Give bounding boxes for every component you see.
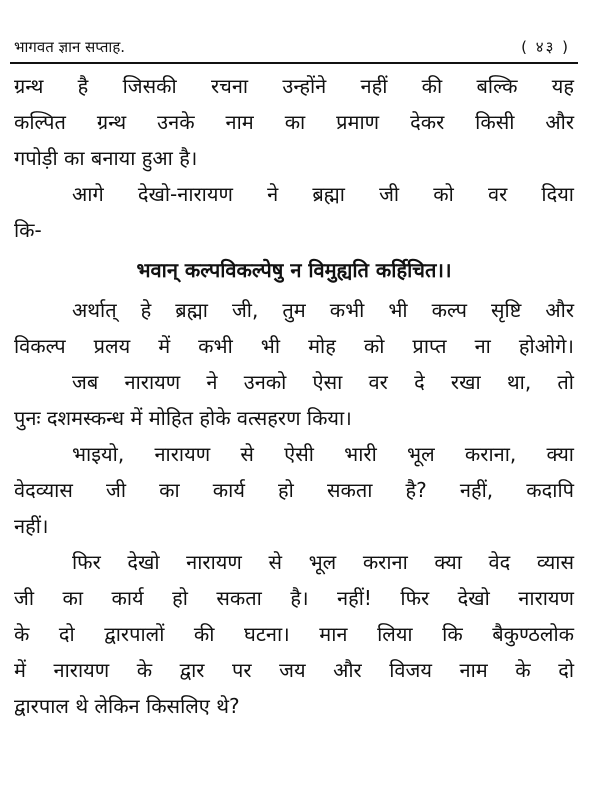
text-line: नहीं।	[14, 514, 49, 538]
text-line: अर्थात् हे ब्रह्मा जी, तुम कभी भी कल्प सृष्टि और	[72, 298, 574, 322]
text-line: विकल्प प्रलय में कभी भी मोह को प्राप्त ना होओगे।	[14, 334, 574, 358]
text-line: फिर देखो नारायण से भूल कराना क्या वेद व्यास	[72, 550, 574, 574]
text-line: जब नारायण ने उनको ऐसा वर दे रखा था, तो	[72, 370, 574, 394]
text-line: वेदव्यास जी का कार्य हो सकता है? नहीं, कदापि	[14, 478, 574, 502]
text-line: कल्पित ग्रन्थ उनके नाम का प्रमाण देकर किसी और	[14, 110, 574, 134]
text-line: में नारायण के द्वार पर जय और विजय नाम के दो	[14, 658, 574, 682]
page-number: ( ४३ )	[521, 38, 570, 56]
page-header	[14, 36, 570, 58]
text-line: भाइयो, नारायण से ऐसी भारी भूल कराना, क्या	[72, 442, 574, 466]
text-line: के दो द्वारपालों की घटना। मान लिया कि बैकुण्ठलोक	[14, 622, 574, 646]
body-text	[14, 68, 574, 724]
sanskrit-verse: भवान् कल्पविकल्पेषु न विमुह्यति कर्हिचित।।	[136, 258, 452, 282]
text-line: द्वारपाल थे लेकिन किसलिए थे?	[14, 694, 240, 718]
text-line: पुनः दशमस्कन्ध में मोहित होके वत्सहरण किया।	[14, 406, 352, 430]
text-line: कि-	[14, 218, 42, 242]
running-title: भागवत ज्ञान सप्ताह.	[14, 38, 126, 56]
text-line: आगे देखो-नारायण ने ब्रह्मा जी को वर दिया	[72, 182, 574, 206]
text-line: गपोड़ी का बनाया हुआ है।	[14, 146, 198, 170]
text-line: ग्रन्थ है जिसकी रचना उन्होंने नहीं की बल्कि यह	[14, 74, 574, 98]
text-line: जी का कार्य हो सकता है। नहीं! फिर देखो नारायण	[14, 586, 574, 610]
header-rule	[10, 62, 578, 64]
